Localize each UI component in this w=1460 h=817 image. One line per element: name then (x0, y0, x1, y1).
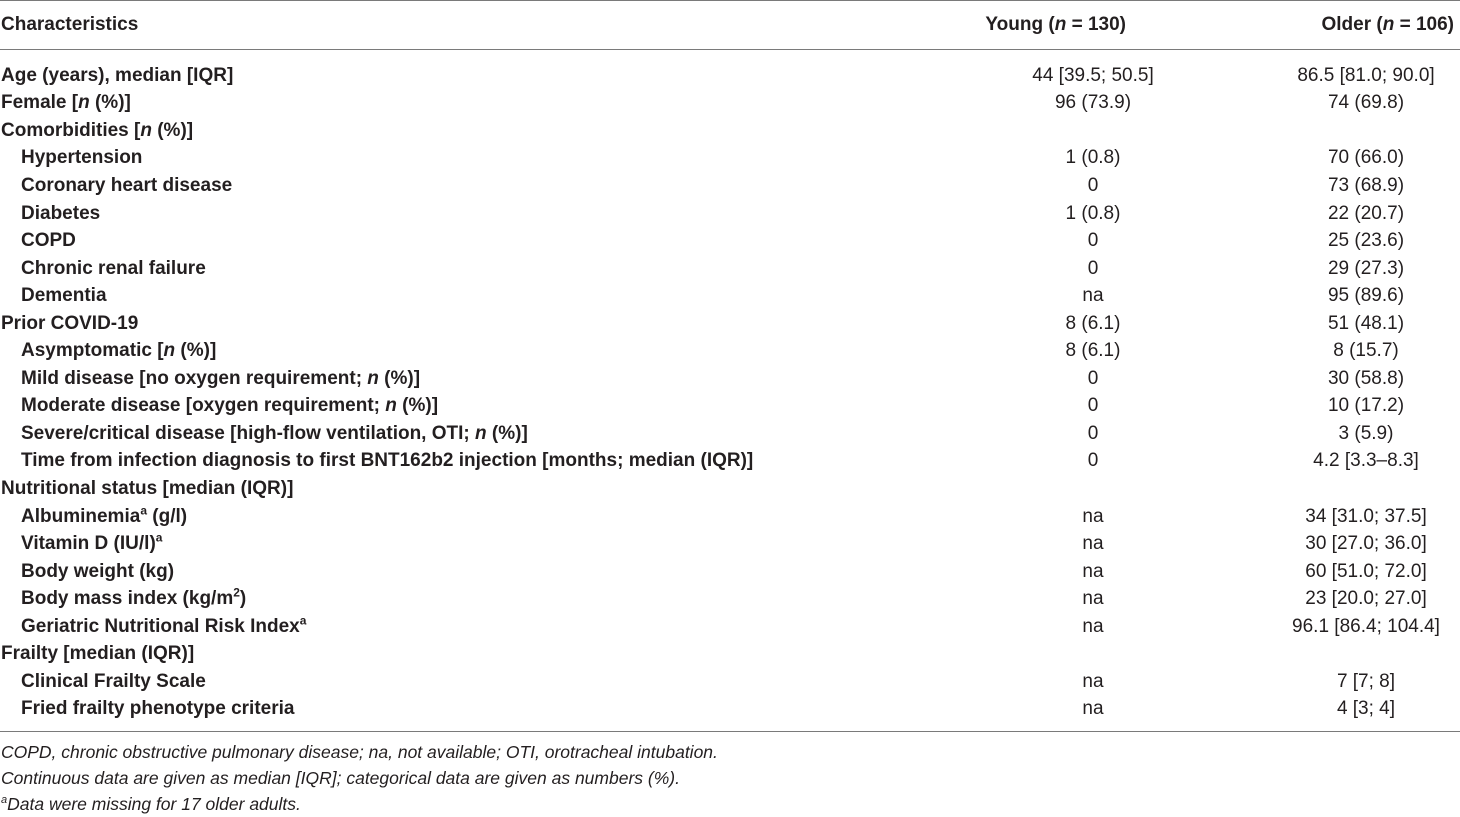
header-older (1176, 1, 1460, 50)
cell-young: 0 (1087, 395, 1099, 417)
label-post: (g/l) (147, 505, 188, 527)
cell-older: 73 (68.9) (1327, 174, 1405, 196)
cell-older: 30 [27.0; 36.0] (1305, 533, 1427, 555)
table-row-vitamin-d (0, 530, 1460, 558)
cell-young: 0 (1087, 230, 1099, 252)
label-pre: Vitamin D (IU/l) (21, 533, 156, 555)
label-post: (%)] (486, 422, 528, 444)
label-pre: Comorbidities [ (1, 119, 141, 141)
superscript-2: 2 (233, 585, 240, 600)
cell-older: 51 (48.1) (1327, 312, 1405, 334)
cell-older: 96.1 [86.4; 104.4] (1292, 615, 1440, 637)
row-label: Chronic renal failure (21, 257, 206, 279)
cell-older: 4.2 [3.3–8.3] (1313, 450, 1419, 472)
row-label: Hypertension (21, 147, 143, 169)
table-row-clinical-frailty-scale (0, 668, 1460, 696)
label-post: (%)] (151, 119, 194, 141)
row-label: Nutritional status [median (IQR)] (1, 477, 294, 499)
cell-older: 34 [31.0; 37.5] (1305, 505, 1427, 527)
cell-older: 70 (66.0) (1327, 147, 1405, 169)
header-older-suffix: = 106) (1394, 14, 1454, 35)
cell-older: 86.5 [81.0; 90.0] (1297, 64, 1435, 86)
table-row-copd (0, 227, 1460, 255)
label-n: n (385, 395, 397, 417)
table-bottom-rule (0, 723, 1460, 732)
cell-older: 29 (27.3) (1327, 257, 1405, 279)
table-row-coronary-heart-disease (0, 172, 1460, 200)
cell-young: 1 (0.8) (1065, 147, 1121, 169)
footnote-missing-text: Data were missing for 17 older adults. (7, 794, 301, 814)
header-older-n: n (1382, 14, 1395, 35)
footnote-marker: a (140, 503, 147, 518)
label-n: n (475, 422, 487, 444)
row-label: Dementia (21, 285, 107, 307)
table-row-moderate-disease (0, 393, 1460, 421)
table-row-chronic-renal-failure (0, 255, 1460, 283)
row-label (0, 613, 920, 641)
cell-older: 4 [3; 4] (1336, 698, 1396, 720)
label-pre: Geriatric Nutritional Risk Index (21, 615, 300, 637)
row-label (0, 585, 920, 613)
row-label: Coronary heart disease (21, 174, 233, 196)
row-label (0, 503, 920, 531)
row-label: COPD (21, 230, 76, 252)
label-pre: Asymptomatic [ (21, 340, 164, 362)
cell-young: na (1082, 698, 1104, 720)
cell-young: 96 (73.9) (1054, 92, 1132, 114)
row-label: Prior COVID-19 (1, 312, 139, 334)
table-row-frailty (0, 640, 1460, 668)
cell-older (1176, 475, 1460, 503)
table-row-diabetes (0, 200, 1460, 228)
table-row-albuminemia (0, 503, 1460, 531)
cell-young: 1 (0.8) (1065, 202, 1121, 224)
row-label: Fried frailty phenotype criteria (21, 698, 295, 720)
table-header-row (0, 1, 1460, 50)
header-young-n: n (1054, 14, 1067, 35)
row-label: Body weight (kg) (21, 560, 175, 582)
cell-young (920, 475, 1176, 503)
cell-older (1176, 640, 1460, 668)
cell-older: 30 (58.8) (1327, 367, 1405, 389)
cell-young: 0 (1087, 450, 1099, 472)
table-row-age (0, 62, 1460, 90)
label-n: n (367, 367, 379, 389)
row-label: Age (years), median [IQR] (1, 64, 234, 86)
row-label (0, 365, 920, 393)
cell-older: 25 (23.6) (1327, 230, 1405, 252)
header-characteristics: Characteristics (0, 1, 920, 50)
table-row-fried-frailty (0, 696, 1460, 724)
label-pre: Female [ (1, 92, 79, 114)
row-label (0, 337, 920, 365)
row-label (0, 117, 920, 145)
cell-older: 8 (15.7) (1333, 340, 1399, 362)
table-row-time-from-infection (0, 448, 1460, 476)
cell-older: 10 (17.2) (1327, 395, 1405, 417)
cell-young: na (1082, 670, 1104, 692)
table-footnotes (1, 739, 718, 817)
row-label: Diabetes (21, 202, 101, 224)
label-post: (%)] (175, 340, 217, 362)
table-spacer (0, 50, 1460, 63)
cell-young: 0 (1087, 174, 1099, 196)
footnote-marker: a (155, 530, 163, 545)
cell-young (920, 117, 1176, 145)
label-post: ) (239, 588, 247, 610)
row-label: Time from infection diagnosis to first BNT162b2 injection [months; median (IQR)] (21, 450, 754, 472)
cell-older: 74 (69.8) (1327, 92, 1405, 114)
cell-older: 23 [20.0; 27.0] (1305, 588, 1427, 610)
label-pre: Moderate disease [oxygen requirement; (21, 395, 386, 417)
row-label (0, 393, 920, 421)
header-older-prefix: Older ( (1321, 14, 1383, 35)
header-young-prefix: Young ( (985, 14, 1055, 35)
row-label: Frailty [median (IQR)] (1, 643, 195, 665)
cell-young: na (1082, 505, 1104, 527)
table-row-asymptomatic (0, 337, 1460, 365)
label-n: n (140, 119, 152, 141)
label-pre: Body mass index (kg/m (21, 588, 234, 610)
cell-young: 8 (6.1) (1065, 340, 1121, 362)
row-label (0, 90, 920, 118)
label-post: (%)] (378, 367, 421, 389)
cell-older (1176, 117, 1460, 145)
cell-young: 44 [39.5; 50.5] (1032, 64, 1154, 86)
label-pre: Mild disease [no oxygen requirement; (21, 367, 368, 389)
row-label (0, 420, 920, 448)
footnote-marker: a (299, 613, 307, 628)
table-row-comorbidities (0, 117, 1460, 145)
label-pre: Severe/critical disease [high-flow ventilation, OTI; (21, 422, 476, 444)
cell-young: 0 (1087, 422, 1099, 444)
table-row-mild-disease (0, 365, 1460, 393)
table-row-dementia (0, 282, 1460, 310)
cell-young: na (1082, 560, 1104, 582)
cell-young: na (1082, 285, 1104, 307)
cell-older: 7 [7; 8] (1336, 670, 1396, 692)
table-row-female (0, 90, 1460, 118)
label-pre: Albuminemia (21, 505, 141, 527)
table-row-gnri (0, 613, 1460, 641)
header-young-suffix: = 130) (1066, 14, 1126, 35)
table-row-prior-covid (0, 310, 1460, 338)
row-label (0, 530, 920, 558)
label-n: n (163, 340, 176, 362)
footnote-abbreviations: COPD, chronic obstructive pulmonary disease; na, not available; OTI, orotracheal intubation. (1, 742, 718, 762)
cell-older: 3 (5.9) (1338, 422, 1394, 444)
row-label: Clinical Frailty Scale (21, 670, 206, 692)
footnote-missing-data (1, 791, 718, 817)
cell-young: na (1082, 615, 1104, 637)
cell-older: 95 (89.6) (1327, 285, 1405, 307)
table-row-hypertension (0, 145, 1460, 173)
cell-young: 8 (6.1) (1065, 312, 1121, 334)
cell-young (920, 640, 1176, 668)
cell-young: na (1082, 533, 1104, 555)
table-row-severe-disease (0, 420, 1460, 448)
cell-young: 0 (1087, 367, 1099, 389)
cell-young: na (1082, 588, 1104, 610)
table-row-bmi (0, 585, 1460, 613)
label-n: n (78, 92, 90, 114)
header-young (920, 1, 1176, 50)
footnote-marker: a (1, 794, 8, 807)
cell-young: 0 (1087, 257, 1099, 279)
footnote-data-format: Continuous data are given as median [IQR]; categorical data are given as numbers (%). (1, 768, 680, 788)
table-row-nutritional-status (0, 475, 1460, 503)
label-post: (%)] (89, 92, 131, 114)
cell-older: 22 (20.7) (1327, 202, 1405, 224)
table-row-body-weight (0, 558, 1460, 586)
label-post: (%)] (396, 395, 439, 417)
cell-older: 60 [51.0; 72.0] (1305, 560, 1427, 582)
